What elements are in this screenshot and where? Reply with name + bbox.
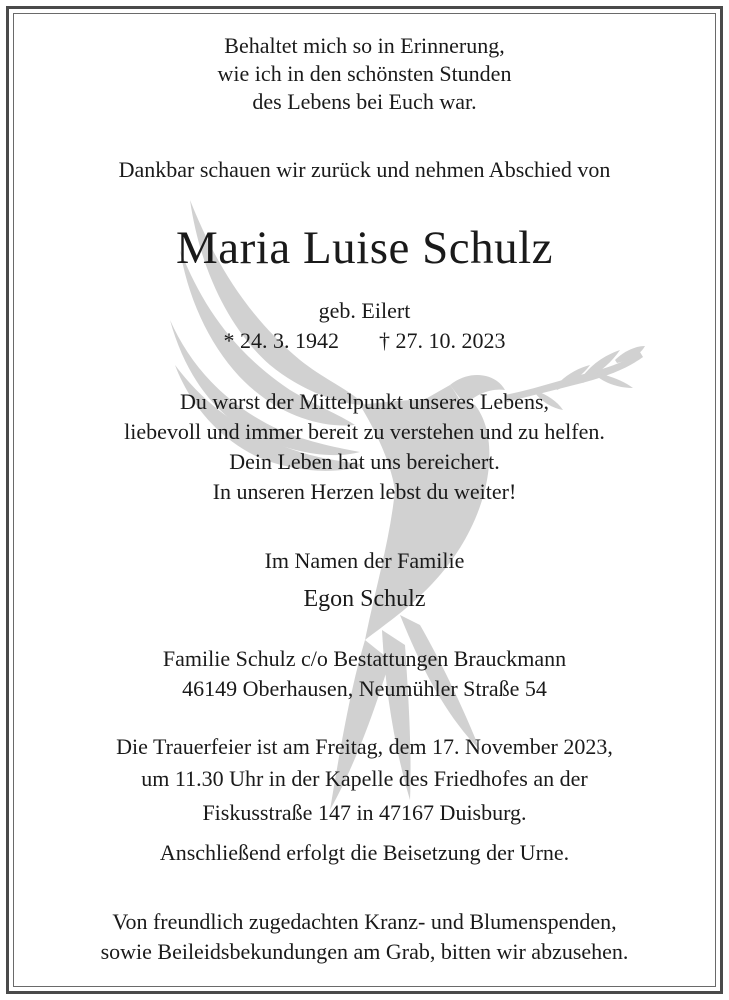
tribute-line-1: Du warst der Mittelpunkt unseres Lebens,	[179, 389, 550, 414]
verse-line-1: Behaltet mich so in Erinnerung,	[224, 33, 505, 58]
verse-line-3: des Lebens bei Euch war.	[252, 89, 477, 114]
farewell-intro: Dankbar schauen wir zurück und nehmen Abschied von	[118, 157, 611, 182]
death-date: † 27. 10. 2023	[379, 328, 506, 353]
service-line-2: um 11.30 Uhr in der Kapelle des Friedhofes an der	[141, 766, 588, 791]
verse-line-2: wie ich in den schönsten Stunden	[217, 61, 512, 86]
address-line-2: 46149 Oberhausen, Neumühler Straße 54	[182, 676, 547, 701]
tribute-line-3: Dein Leben hat uns bereichert.	[229, 449, 500, 474]
maiden-name: geb. Eilert	[318, 298, 411, 323]
notice-line-2: sowie Beileidsbekundungen am Grab, bitten wir abzusehen.	[100, 939, 629, 964]
tribute-line-4: In unseren Herzen lebst du weiter!	[212, 479, 517, 504]
notice-line-1: Von freundlich zugedachten Kranz- und Blumenspenden,	[112, 909, 617, 934]
service-line-3: Fiskusstraße 147 in 47167 Duisburg.	[202, 800, 527, 825]
service-line-4: Anschließend erfolgt die Beisetzung der Urne.	[159, 840, 570, 865]
address-line-1: Familie Schulz c/o Bestattungen Brauckmann	[162, 646, 567, 671]
deceased-name: Maria Luise Schulz	[175, 222, 554, 274]
tribute-line-2: liebevoll und immer bereit zu verstehen und zu helfen.	[124, 419, 605, 444]
on-behalf-of-family: Im Namen der Familie	[264, 548, 465, 573]
life-dates	[0, 328, 729, 354]
signer-name: Egon Schulz	[303, 586, 426, 612]
birth-date: * 24. 3. 1942	[223, 328, 339, 353]
service-line-1: Die Trauerfeier ist am Freitag, dem 17. November 2023,	[116, 734, 613, 759]
